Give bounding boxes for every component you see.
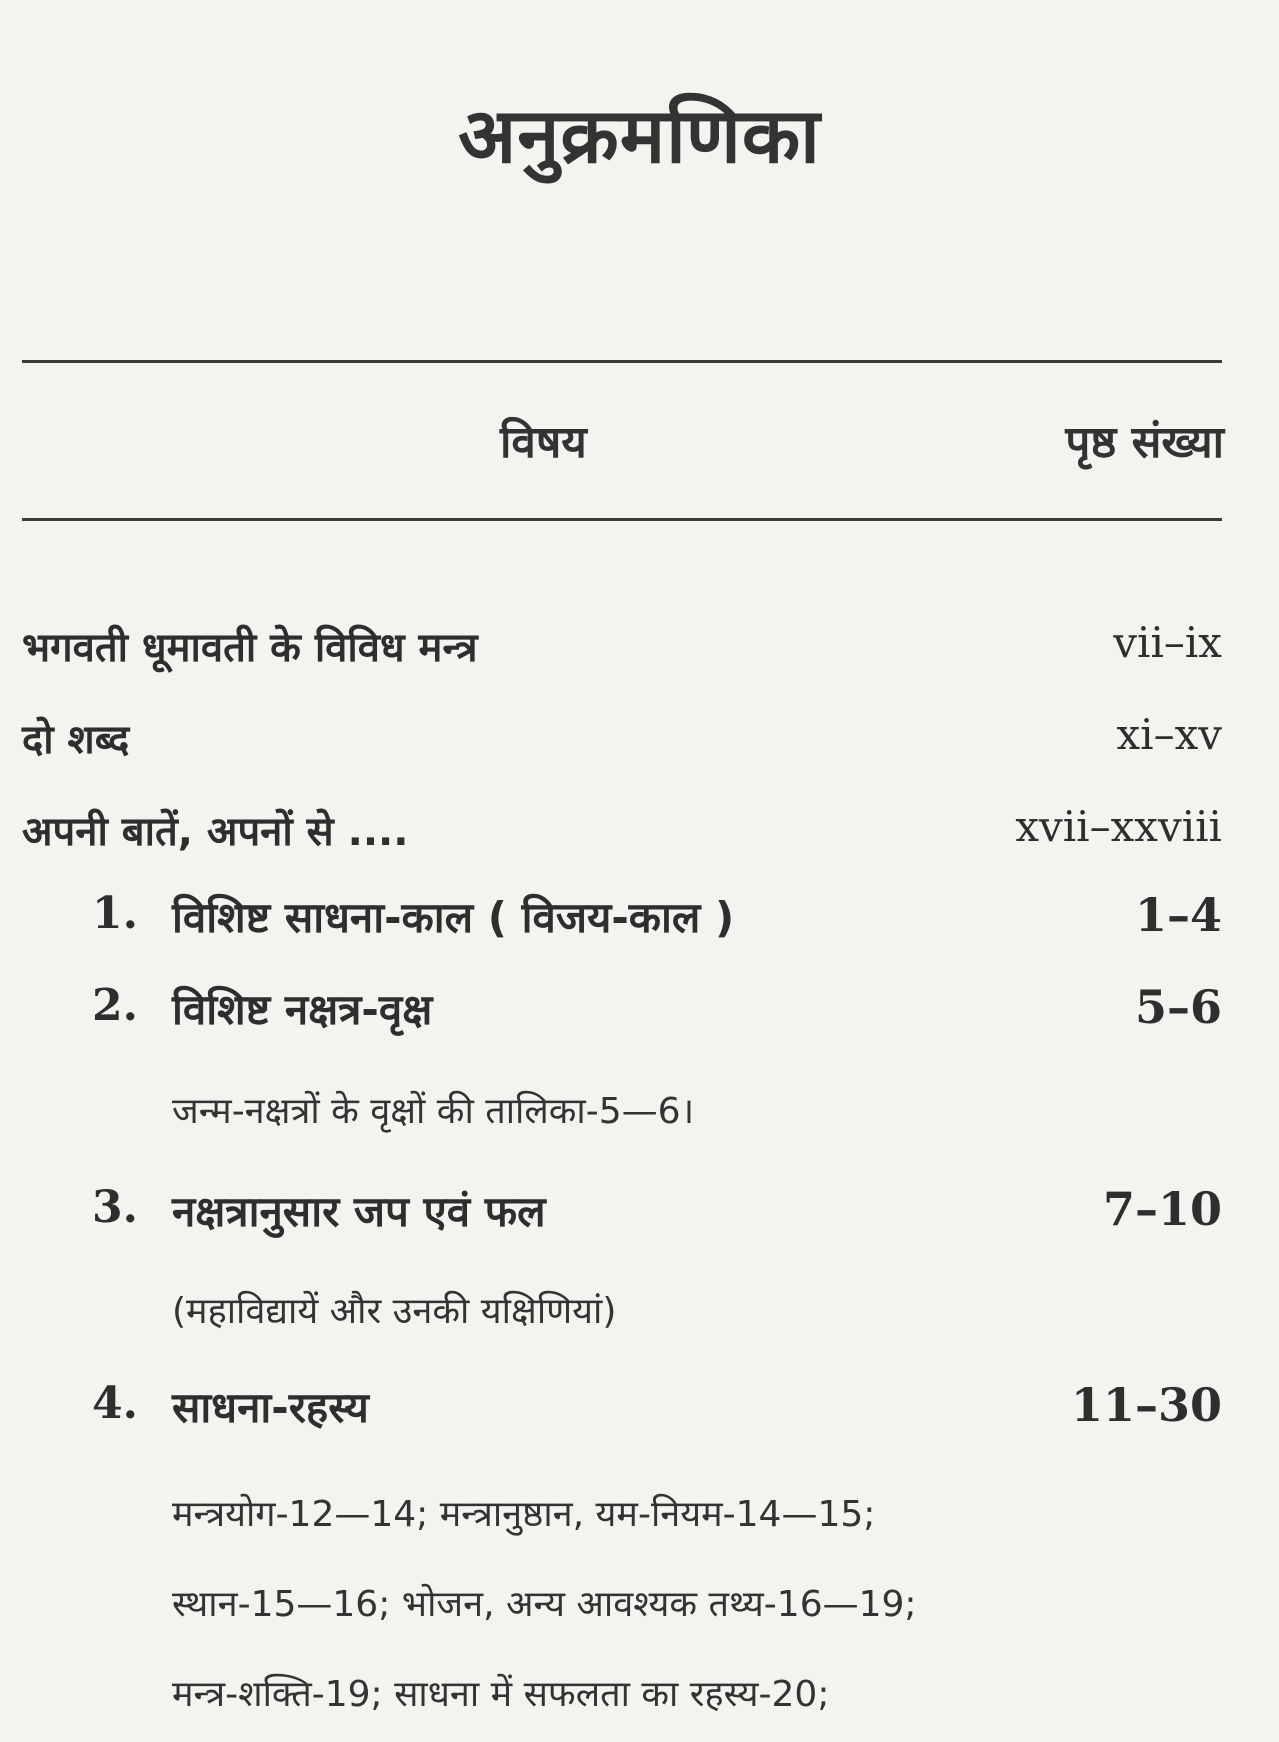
toc-entry: [22, 802, 1222, 862]
divider-top: [22, 360, 1222, 363]
toc-chapter: [22, 888, 1222, 948]
chapter-number: 2.: [92, 980, 138, 1031]
page-title: अनुक्रमणिका: [458, 91, 821, 180]
column-header-subject: विषय: [500, 417, 587, 468]
chapter-number: 4.: [92, 1378, 138, 1429]
chapter-pages: 1–4: [1134, 888, 1222, 942]
toc-entry-label: भगवती धूमावती के विविध मन्त्र: [22, 625, 478, 671]
toc-entry: [22, 710, 1222, 770]
toc-entry-label: अपनी बातें, अपनों से ....: [22, 809, 409, 855]
chapter-title: विशिष्ट नक्षत्र-वृक्ष: [172, 985, 433, 1034]
chapter-title: नक्षत्रानुसार जप एवं फल: [172, 1187, 546, 1236]
toc-entry-pages: xi–xv: [1116, 710, 1222, 759]
toc-entry-pages: xvii–xxviii: [1015, 802, 1222, 851]
chapter-pages: 7–10: [1102, 1182, 1222, 1236]
chapter-title: साधना-रहस्य: [172, 1383, 369, 1432]
chapter-pages: 11–30: [1070, 1378, 1222, 1432]
toc-chapter: [22, 1378, 1222, 1438]
chapter-number: 3.: [92, 1182, 138, 1233]
divider-bottom: [22, 518, 1222, 521]
chapter-note: (महाविद्यायें और उनकी यक्षिणियां): [172, 1291, 617, 1332]
chapter-title: विशिष्ट साधना-काल ( विजय-काल ): [172, 893, 735, 942]
toc-chapter: [22, 980, 1222, 1040]
toc-chapter: [22, 1182, 1222, 1242]
chapter-note: मन्त्र-शक्ति-19; साधना में सफलता का रहस्य-20;: [172, 1674, 830, 1715]
toc-entry-label: दो शब्द: [22, 717, 130, 763]
chapter-note: मन्त्रयोग-12—14; मन्त्रानुष्ठान, यम-नियम-14—15;: [172, 1494, 876, 1535]
column-header-page-number: पृष्ठ संख्या: [1065, 417, 1224, 468]
chapter-note: स्थान-15—16; भोजन, अन्य आवश्यक तथ्य-16—19;: [172, 1584, 917, 1625]
toc-entry: [22, 618, 1222, 678]
toc-entry-pages: vii–ix: [1113, 618, 1222, 667]
chapter-pages: 5–6: [1134, 980, 1222, 1034]
chapter-number: 1.: [92, 888, 138, 939]
chapter-note: जन्म-नक्षत्रों के वृक्षों की तालिका-5—6।: [172, 1091, 695, 1132]
